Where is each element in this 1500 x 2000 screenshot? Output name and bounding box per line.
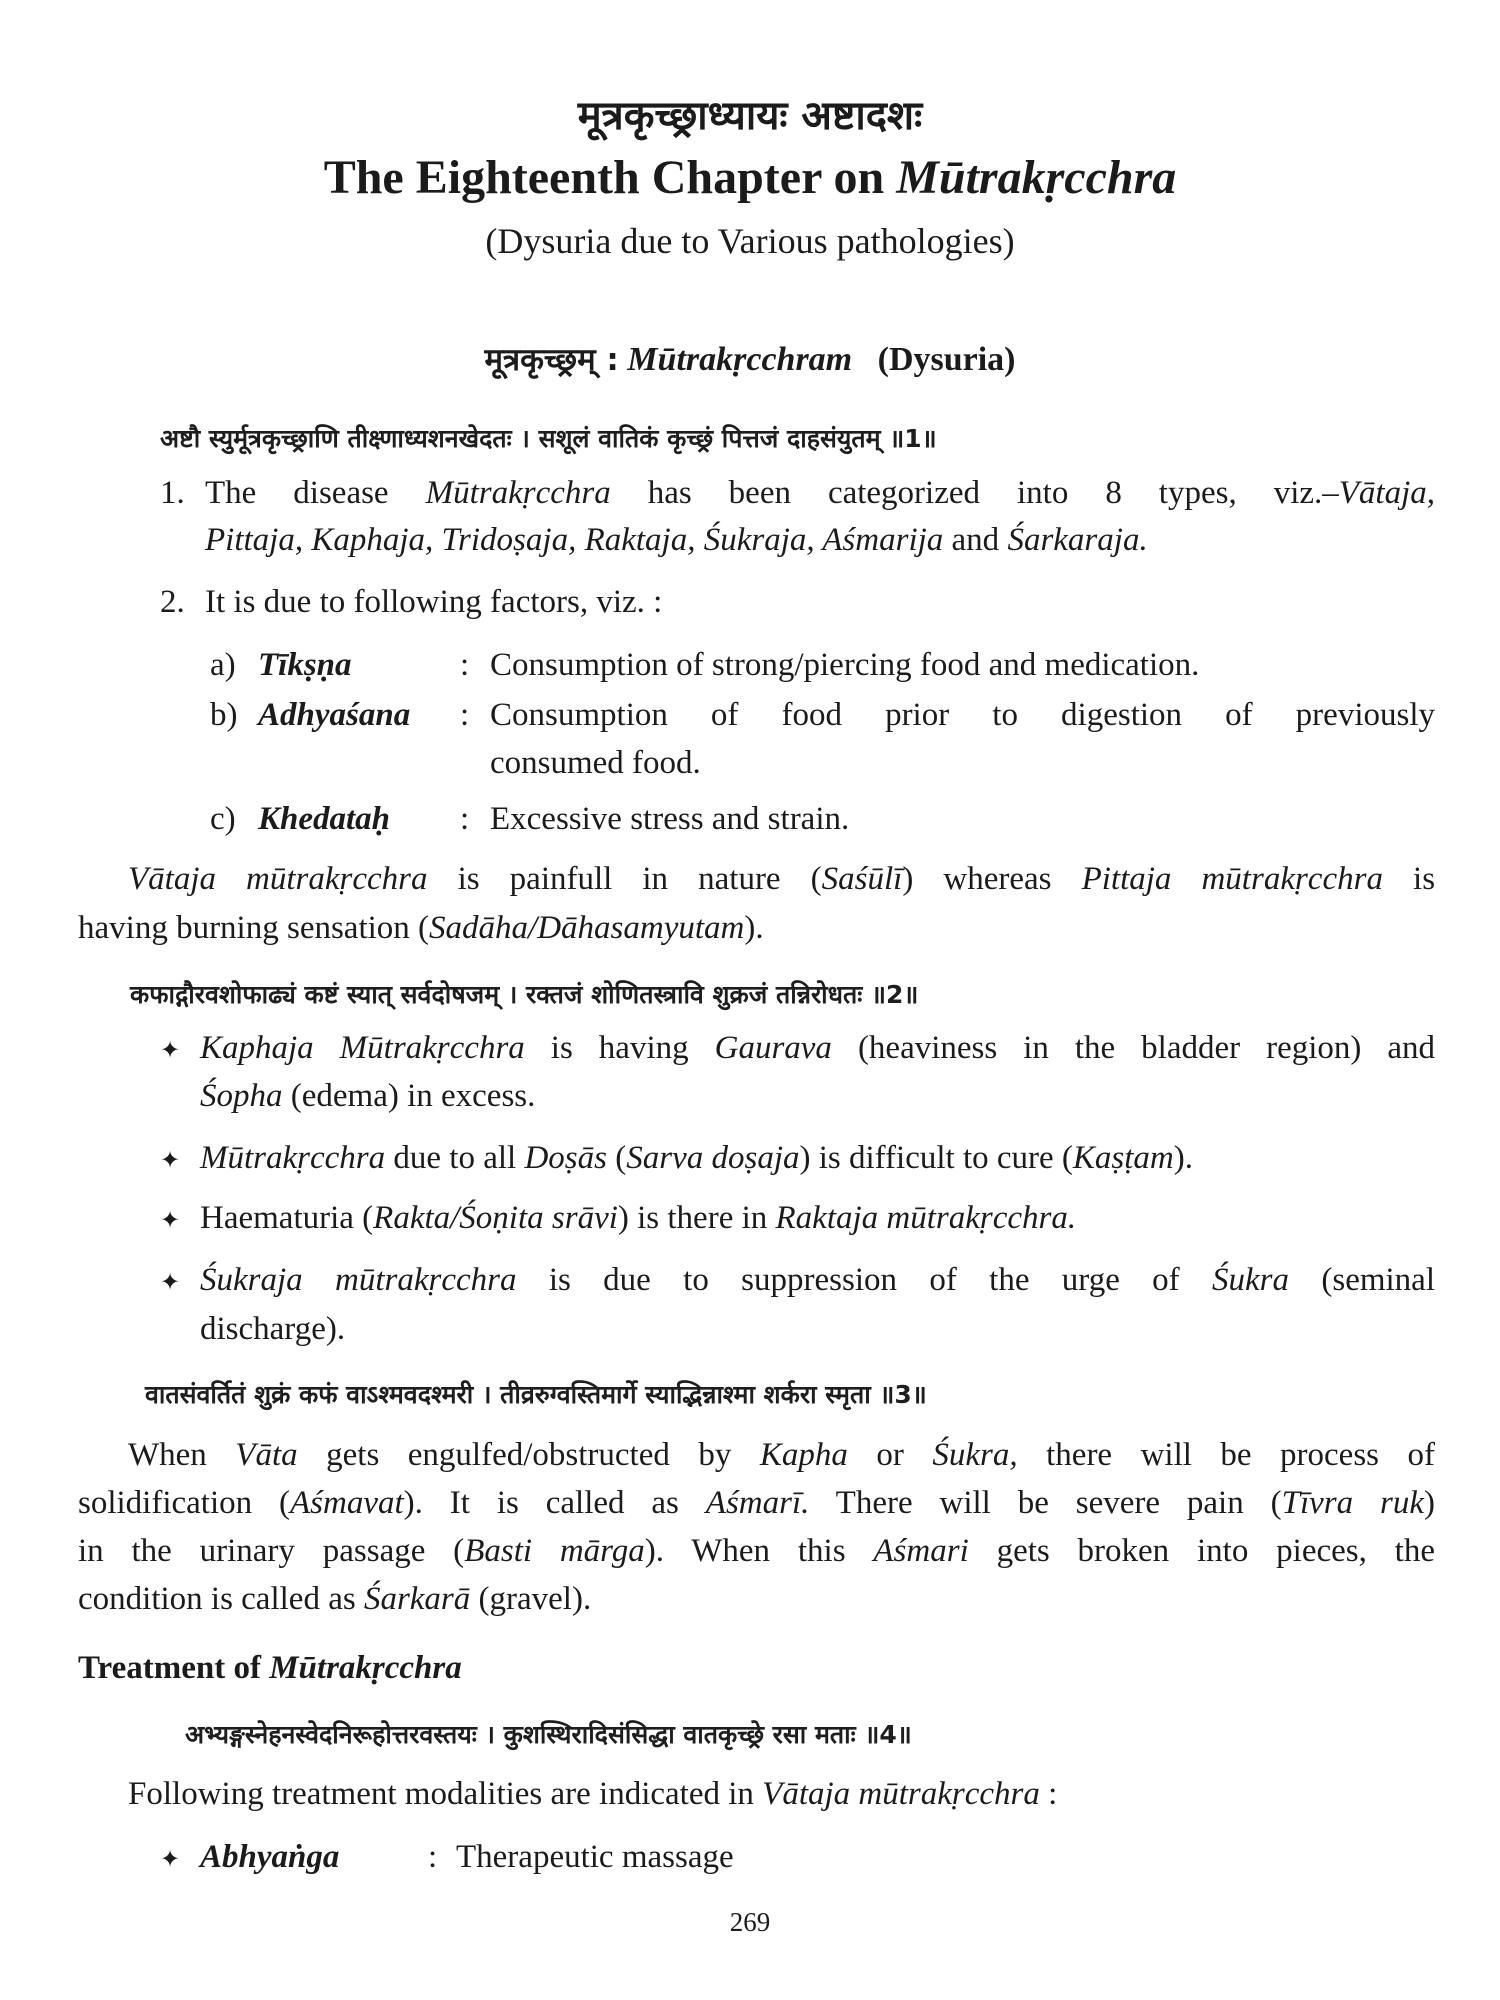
text-span: ( <box>615 1140 627 1176</box>
list-number-1: 1. <box>160 475 185 511</box>
term-list: Pittaja, Kaphaja, Tridoṣaja, Raktaja, Śukraja, Aśmarija <box>205 522 944 558</box>
term: Pittaja mūtrakṛcchra <box>1081 861 1383 897</box>
text-span: is painfull in nature ( <box>457 861 822 897</box>
verse-3: वातसंवर्तितं शुक्रं कफं वाऽश्मवदश्मरी । तीव्ररुग्वस्तिमार्गे स्याद्भिन्नाश्मा शर्करा स्मृता ॥3॥ <box>145 1380 927 1409</box>
chapter-subtitle: (Dysuria due to Various pathologies) <box>485 221 1015 261</box>
term: Mūtrakṛcchra <box>269 1650 462 1686</box>
text-span: ) whereas <box>902 861 1052 897</box>
text-span: due to all <box>393 1140 517 1176</box>
list-item-1-line2 <box>205 522 1148 559</box>
text-span: in the urinary passage ( <box>78 1533 465 1569</box>
factor-a-letter: a) <box>210 647 236 683</box>
factor-b-term: Adhyaśana <box>258 697 411 733</box>
chapter-title-term: Mūtrakṛcchra <box>896 151 1177 204</box>
text-span: (heaviness in the bladder region) and <box>857 1030 1436 1066</box>
text-span: ) is there in <box>617 1200 768 1236</box>
text-span: Treatment of <box>78 1650 261 1686</box>
text-span: has been categorized into 8 types, viz.– <box>647 475 1339 511</box>
text-span: and <box>951 522 1000 558</box>
term: Mūtrakṛcchra <box>425 475 611 511</box>
text-span: condition is called as <box>78 1581 356 1617</box>
factor-b-colon: : <box>460 697 470 733</box>
term: Tīvra ruk <box>1281 1485 1424 1521</box>
treatment-heading <box>78 1650 462 1687</box>
bullet-icon: ✦ <box>160 1208 181 1234</box>
factor-b-desc2: consumed food. <box>490 745 701 781</box>
bullet-icon: ✦ <box>160 1847 181 1873</box>
term: Vātaja, <box>1338 475 1436 511</box>
section-heading <box>0 338 1500 380</box>
verse-1: अष्टौ स्युर्मूत्रकृच्छ्राणि तीक्ष्णाध्यशनखेदतः । सशूलं वातिकं कृच्छ्रं पित्तजं दाहसंयुतम् ॥1॥ <box>160 424 937 453</box>
factor-c-term: Khedataḥ <box>258 801 391 837</box>
text-span: (edema) in excess. <box>290 1078 536 1114</box>
section-heading-transliteration: Mūtrakṛcchram <box>627 341 853 378</box>
text-span: Haematuria ( <box>200 1200 374 1236</box>
term: Kaṣṭam <box>1072 1140 1174 1176</box>
text-span: gets engulfed/obstructed by <box>326 1437 732 1473</box>
text-span: There will be severe pain ( <box>835 1485 1282 1521</box>
text-span: is due to suppression of the urge of <box>548 1262 1180 1298</box>
factor-a-colon: : <box>460 647 470 683</box>
verse-4: अभ्यङ्गस्नेहनस्वेदनिरूहोत्तरवस्तयः । कुशस्थिरादिसंसिद्धा वातकृच्छ्रे रसा मताः ॥4॥ <box>185 1720 912 1749</box>
text-span: ). When this <box>644 1533 846 1569</box>
bullet-icon: ✦ <box>160 1148 181 1174</box>
page-number: 269 <box>729 1907 771 1937</box>
list-item-2: It is due to following factors, viz. : <box>205 584 663 620</box>
chapter-title-prefix: The Eighteenth Chapter on <box>323 151 885 204</box>
text-span: solidification ( <box>78 1485 291 1521</box>
chapter-title-sanskrit: मूत्रकृच्छ्राध्यायः अष्टादशः <box>577 93 923 139</box>
verse-2: कफाद्गौरवशोफाढ्यं कष्टं स्यात् सर्वदोषजम् । रक्तजं शोणितस्त्रावि शुक्रजं तन्निरोधतः ॥2॥ <box>130 980 919 1009</box>
term: Kaphaja Mūtrakṛcchra <box>200 1030 525 1066</box>
paragraph-2-line1 <box>128 1437 1435 1474</box>
term: Śopha <box>200 1078 283 1114</box>
list-number-2: 2. <box>160 584 185 620</box>
term: Rakta/Śoṇita srāvi <box>373 1200 618 1236</box>
factor-c-desc: Excessive stress and strain. <box>490 801 850 837</box>
term: Doṣās <box>524 1140 607 1176</box>
term: Kapha <box>759 1437 848 1473</box>
bullet-1-line2 <box>200 1078 535 1115</box>
text-span: The disease <box>205 475 389 511</box>
text-span: ) <box>1424 1485 1435 1521</box>
bullet-3 <box>200 1200 1076 1237</box>
term: Vāta <box>235 1437 298 1473</box>
term: Sarva doṣaja <box>626 1140 800 1176</box>
term: Śarkarā <box>363 1581 471 1617</box>
paragraph-2-line3 <box>78 1533 1435 1570</box>
treatment-item-term: Abhyaṅga <box>200 1839 340 1875</box>
treatment-item-colon: : <box>428 1839 438 1875</box>
text-span: is <box>1413 861 1436 897</box>
factor-c-letter: c) <box>210 801 236 837</box>
text-span: ). <box>1173 1140 1193 1176</box>
bullet-icon: ✦ <box>160 1270 181 1296</box>
text-span: gets broken into pieces, the <box>996 1533 1435 1569</box>
term: Gaurava <box>714 1030 832 1066</box>
term: Śukra, <box>932 1437 1018 1473</box>
term: Mūtrakṛcchra <box>200 1140 386 1176</box>
section-heading-sanskrit: मूत्रकृच्छ्रम् : <box>484 342 619 378</box>
factor-a-desc: Consumption of strong/piercing food and medication. <box>490 647 1200 683</box>
text-span: ). <box>744 910 764 946</box>
chapter-title-english <box>0 150 1500 205</box>
paragraph-2-line4 <box>78 1581 591 1618</box>
term: Vātaja mūtrakṛcchra <box>762 1776 1040 1812</box>
text-span: (seminal <box>1321 1262 1435 1298</box>
text-span: : <box>1048 1776 1058 1812</box>
term: Sadāha/Dāhasamyutam <box>429 910 745 946</box>
term: Vātaja mūtrakṛcchra <box>128 861 428 897</box>
section-heading-english: (Dysuria) <box>877 341 1016 378</box>
text-span: there will be process of <box>1046 1437 1436 1473</box>
term: Saśūlī <box>821 861 903 897</box>
factor-a-term: Tīkṣṇa <box>258 647 352 683</box>
text-span: or <box>876 1437 904 1473</box>
text-span: When <box>128 1437 207 1473</box>
factor-c-colon: : <box>460 801 470 837</box>
paragraph-1-line2 <box>78 910 764 947</box>
treatment-intro <box>128 1776 1057 1813</box>
bullet-4-line1 <box>200 1262 1435 1299</box>
bullet-2 <box>200 1140 1193 1177</box>
text-span: ). It is called as <box>403 1485 679 1521</box>
bullet-icon: ✦ <box>160 1038 181 1064</box>
term: Aśmari <box>873 1533 969 1569</box>
term: Basti mārga <box>464 1533 645 1569</box>
bullet-4-line2: discharge). <box>200 1311 346 1347</box>
paragraph-1-line1 <box>128 861 1435 898</box>
term: Śukraja mūtrakṛcchra <box>200 1262 517 1298</box>
term: Śarkaraja. <box>1007 522 1148 558</box>
list-item-1-line1 <box>205 475 1435 512</box>
factor-b-desc: Consumption of food prior to digestion of previously <box>490 697 1435 733</box>
treatment-item-desc: Therapeutic massage <box>456 1839 734 1875</box>
factor-b-letter: b) <box>210 697 238 733</box>
text-span: having burning sensation ( <box>78 910 430 946</box>
bullet-1-line1 <box>200 1030 1435 1067</box>
text-span: ) is difficult to cure ( <box>799 1140 1073 1176</box>
term: Raktaja mūtrakṛcchra. <box>775 1200 1077 1236</box>
paragraph-2-line2 <box>78 1485 1435 1522</box>
text-span: is having <box>550 1030 689 1066</box>
term: Aśmavat <box>290 1485 404 1521</box>
term: Śukra <box>1212 1262 1290 1298</box>
text-span: Following treatment modalities are indicated in <box>128 1776 754 1812</box>
term: Aśmarī. <box>705 1485 810 1521</box>
text-span: (gravel). <box>478 1581 592 1617</box>
